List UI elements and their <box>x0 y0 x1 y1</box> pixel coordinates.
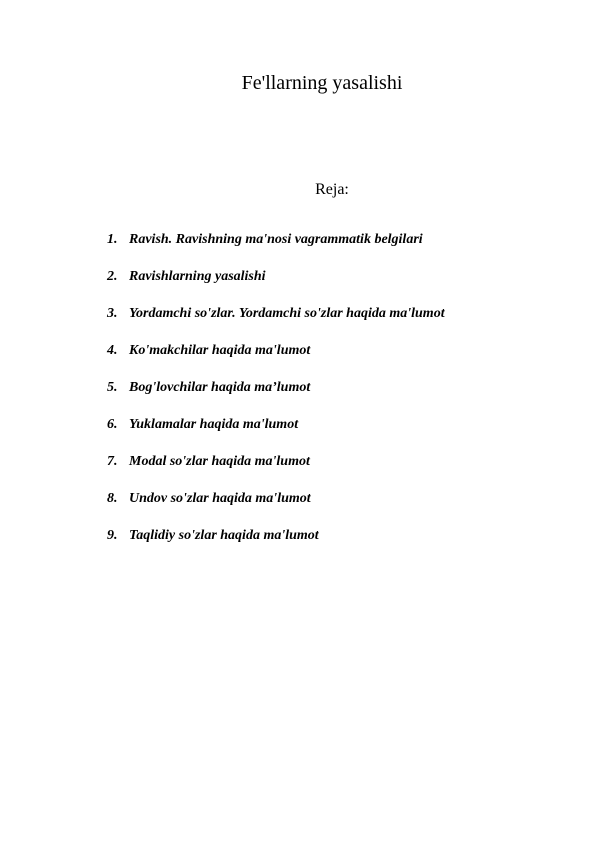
plan-item-number: 6. <box>107 417 118 432</box>
plan-item-text: Taqlidiy so'zlar haqida ma'lumot <box>129 528 319 543</box>
plan-item-number: 5. <box>107 380 118 395</box>
plan-heading: Reja: <box>315 181 349 198</box>
document-title: Fe'llarning yasalishi <box>241 72 403 94</box>
plan-item-text: Ravish. Ravishning ma'nosi vagrammatik belgilari <box>129 232 423 247</box>
plan-item-text: Ravishlarning yasalishi <box>129 269 266 284</box>
plan-list <box>107 231 567 564</box>
plan-item <box>107 268 567 305</box>
plan-item <box>107 342 567 379</box>
plan-item-number: 1. <box>107 232 118 247</box>
plan-item <box>107 231 567 268</box>
plan-item-number: 2. <box>107 269 118 284</box>
plan-item-text: Ko'makchilar haqida ma'lumot <box>129 343 311 358</box>
plan-item <box>107 490 567 527</box>
plan-item-number: 7. <box>107 454 118 469</box>
plan-item-number: 9. <box>107 528 118 543</box>
plan-item-text: Bog'lovchilar haqida ma’lumot <box>129 380 311 395</box>
plan-item <box>107 416 567 453</box>
plan-item-number: 8. <box>107 491 118 506</box>
plan-item-text: Yuklamalar haqida ma'lumot <box>129 417 299 432</box>
plan-item-text: Undov so'zlar haqida ma'lumot <box>129 491 311 506</box>
plan-item-text: Yordamchi so'zlar. Yordamchi so'zlar haqida ma'lumot <box>129 306 445 321</box>
plan-item-number: 4. <box>107 343 118 358</box>
plan-item-text: Modal so'zlar haqida ma'lumot <box>129 454 310 469</box>
plan-item <box>107 305 567 342</box>
plan-item-number: 3. <box>107 306 118 321</box>
plan-item <box>107 453 567 490</box>
plan-item <box>107 379 567 416</box>
plan-item <box>107 527 567 564</box>
